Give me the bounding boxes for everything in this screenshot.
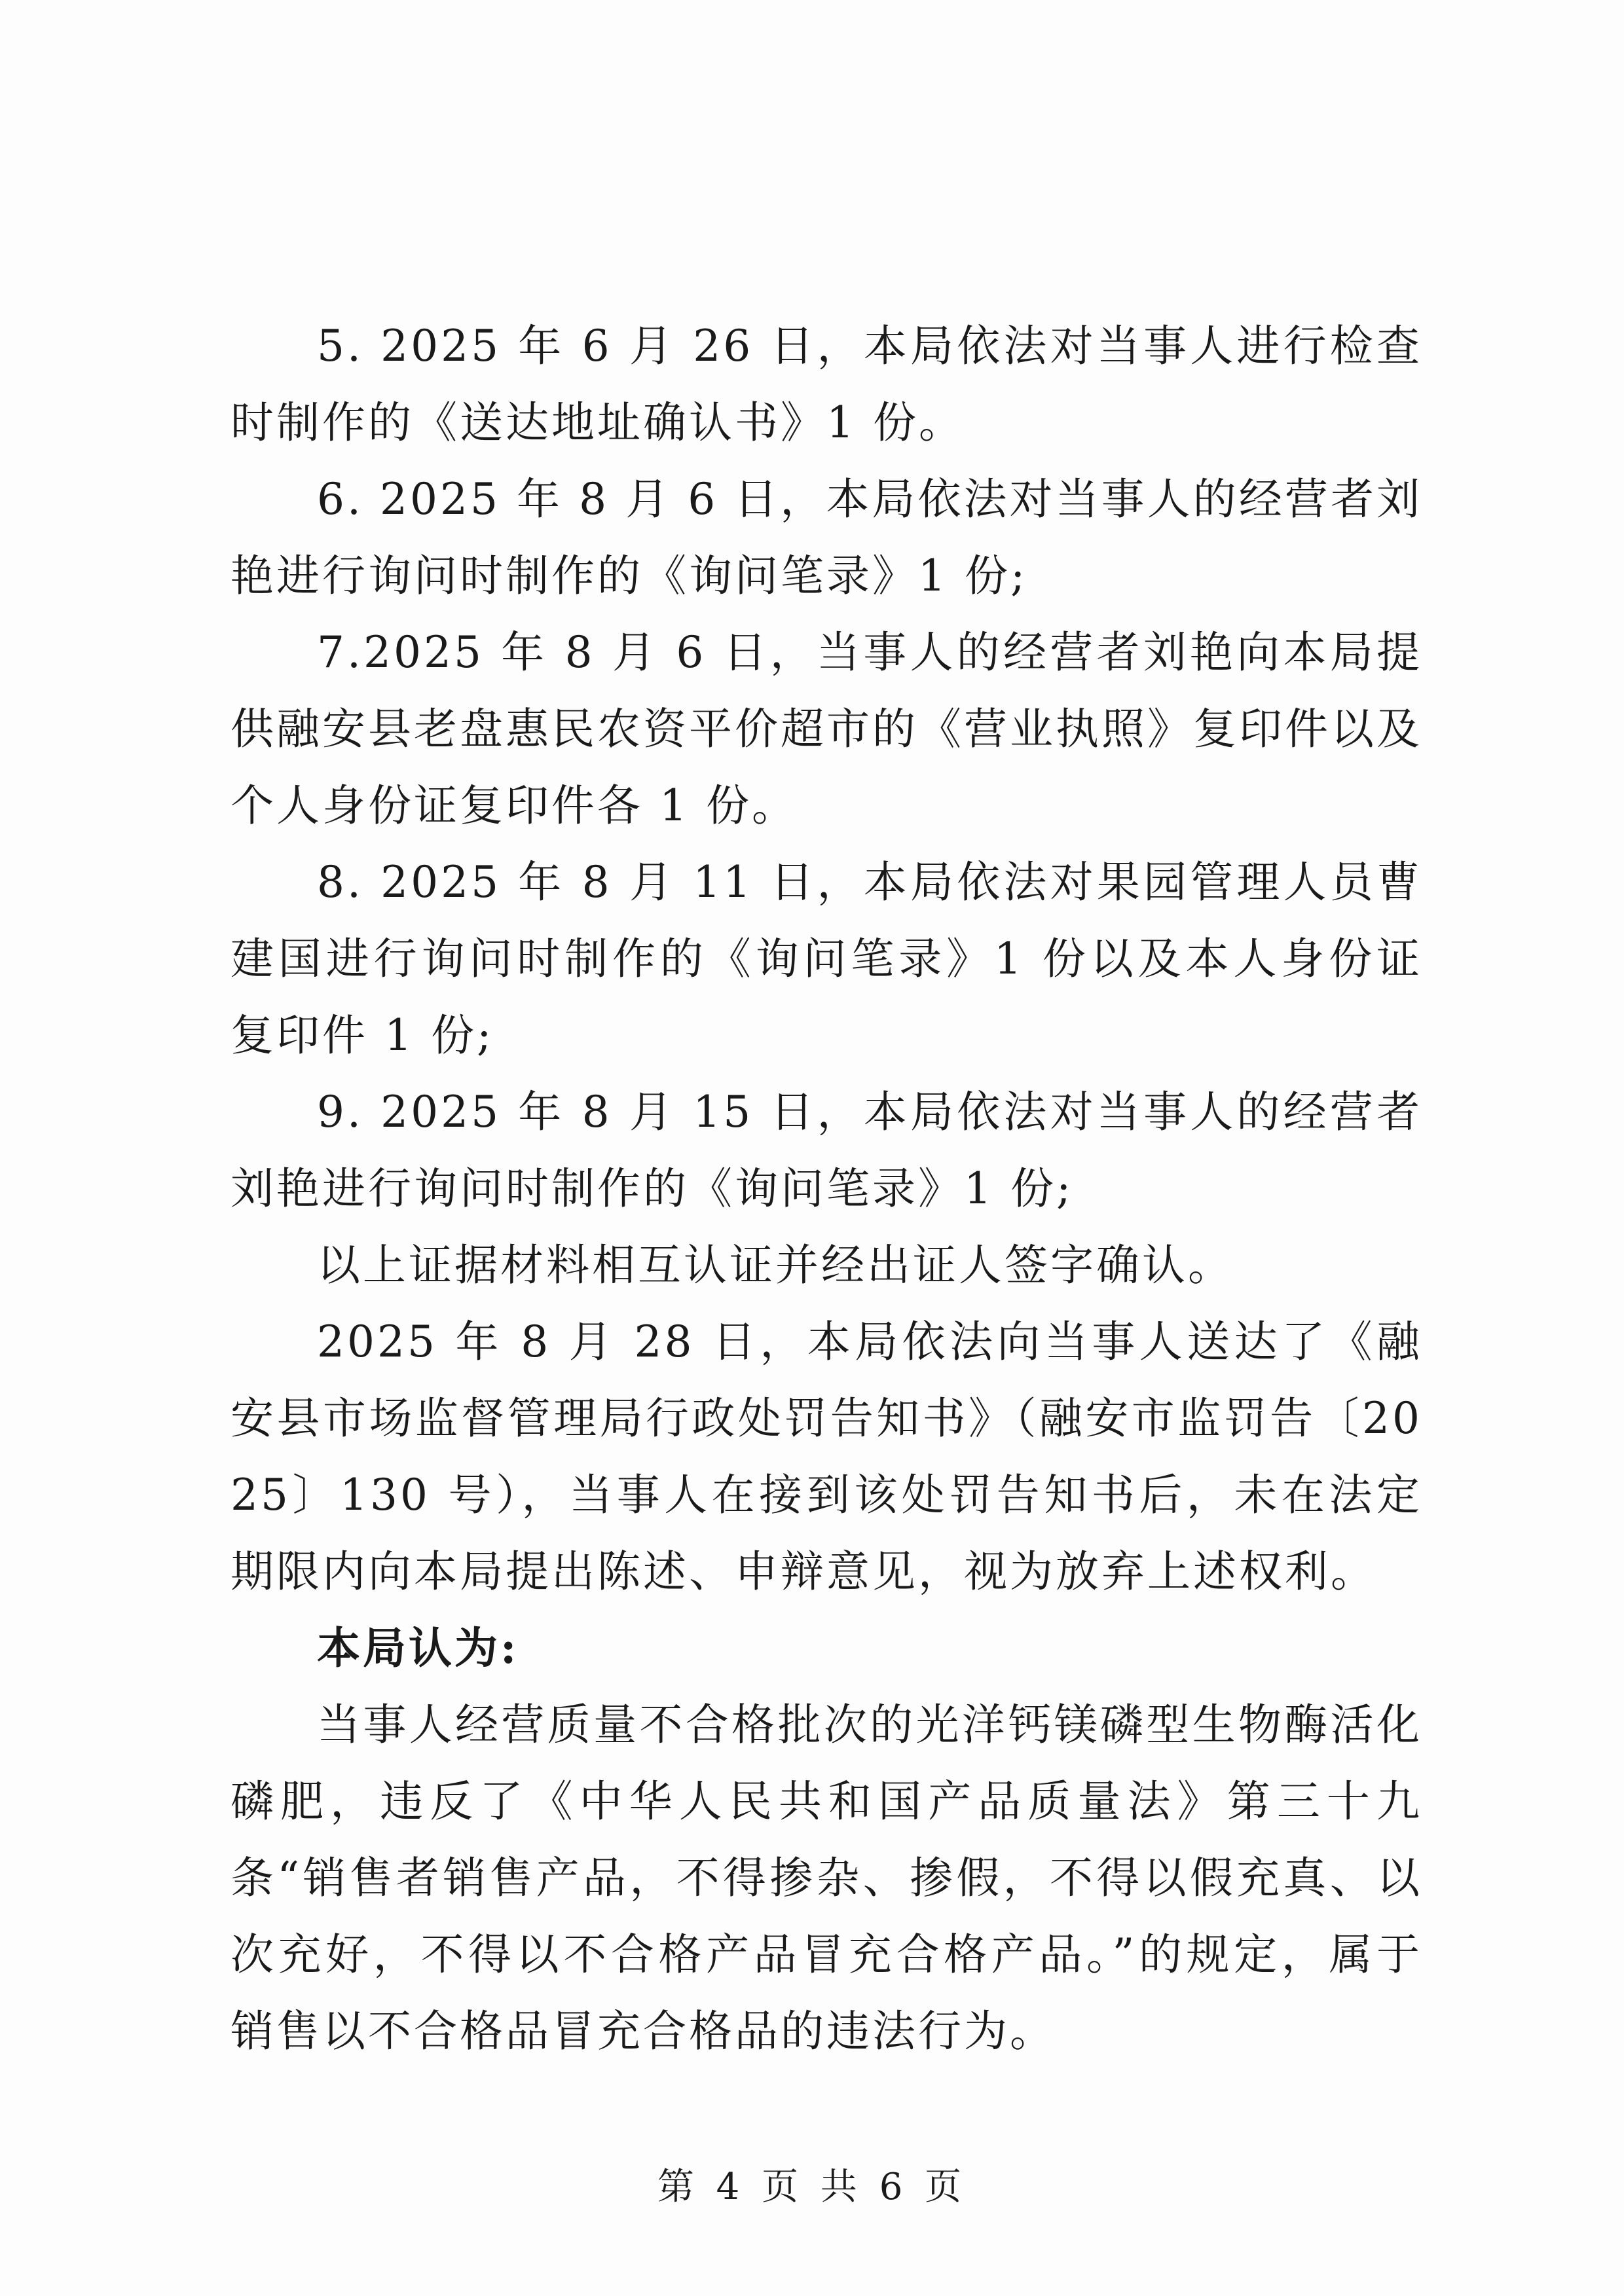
- document-body: [231, 308, 1422, 2069]
- evidence-item-9: 9. 2025 年 8 月 15 日，本局依法对当事人的经营者刘艳进行询问时制作的《询问笔录》1 份;: [231, 1087, 1422, 1214]
- evidence-item-8: 8. 2025 年 8 月 11 日，本局依法对果园管理人员曹建国进行询问时制作的《询问笔录》1 份以及本人身份证复印件 1 份;: [231, 857, 1422, 1061]
- notice-paragraph: 2025 年 8 月 28 日，本局依法向当事人送达了《融安县市场监督管理局行政处罚告知书》（融安市监罚告〔2025〕130 号），当事人在接到该处罚告知书后，未在法定期限内向本局提出陈述、申辩意见，视为放弃上述权利。: [231, 1317, 1422, 1597]
- section-heading: 本局认为:: [317, 1622, 519, 1673]
- evidence-confirmation: 以上证据材料相互认证并经出证人签字确认。: [317, 1240, 1234, 1290]
- page-number: 第 4 页 共 6 页: [657, 2166, 967, 2208]
- conclusion-paragraph: 当事人经营质量不合格批次的光洋钙镁磷型生物酶活化磷肥，违反了《中华人民共和国产品质量法》第三十九条“销售者销售产品，不得掺杂、掺假，不得以假充真、以次充好，不得以不合格产品冒充合格产品。”的规定，属于销售以不合格品冒充合格品的违法行为。: [231, 1700, 1422, 2056]
- evidence-item-5: 5. 2025 年 6 月 26 日，本局依法对当事人进行检查时制作的《送达地址确认书》1 份。: [231, 321, 1422, 448]
- evidence-item-7: 7.2025 年 8 月 6 日，当事人的经营者刘艳向本局提供融安县老盘惠民农资平价超市的《营业执照》复印件以及个人身份证复印件各 1 份。: [231, 627, 1422, 831]
- evidence-item-6: 6. 2025 年 8 月 6 日，本局依法对当事人的经营者刘艳进行询问时制作的《询问笔录》1 份;: [231, 474, 1422, 601]
